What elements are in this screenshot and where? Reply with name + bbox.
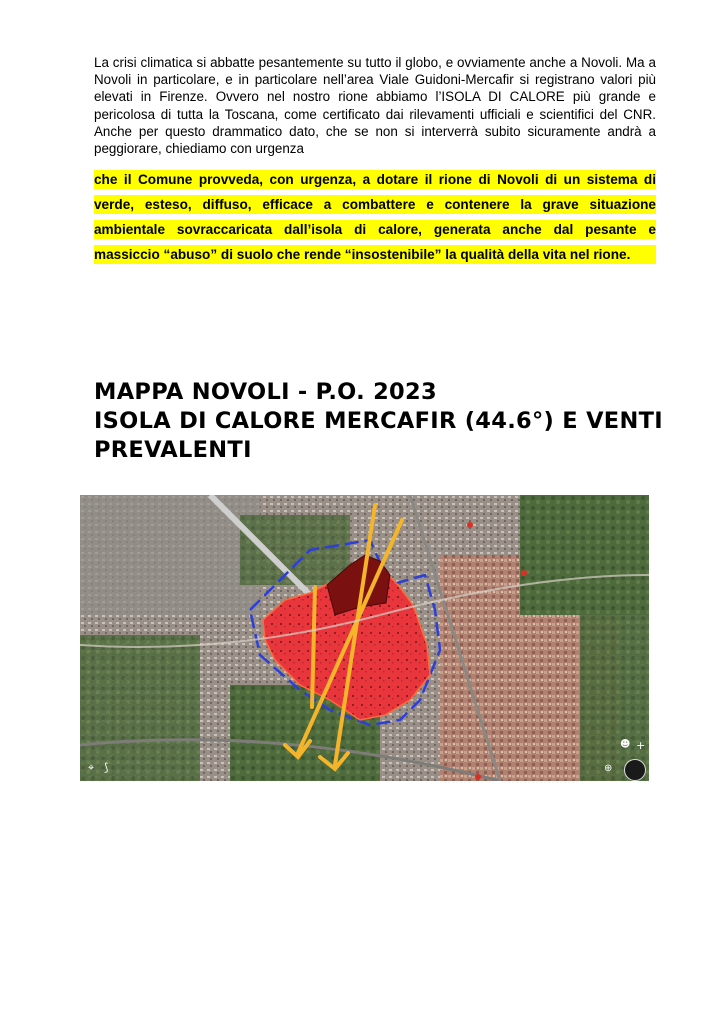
request-paragraph <box>94 170 656 270</box>
request-line: verde, esteso, diffuso, efficace a combattere e contenere la grave situazione <box>94 197 656 212</box>
heading-line: ISOLA DI CALORE MERCAFIR (44.6°) E VENTI <box>94 408 663 434</box>
map-heading <box>94 378 694 465</box>
ruler-icon[interactable]: ⟆ <box>104 761 109 774</box>
green-hills <box>520 495 649 615</box>
intro-line: La crisi climatica si abbatte pesantemente su tutto il globo, e ovviamente anche a Novoli. <box>94 55 623 70</box>
compass-icon[interactable]: ⊕ <box>604 763 613 774</box>
satellite-map[interactable] <box>80 495 649 781</box>
map-marker[interactable] <box>521 570 527 576</box>
map-canvas <box>80 495 649 781</box>
intro-line: valori più elevati in Firenze. Ovvero nel nostro rione abbiamo l’ISOLA DI CALORE più <box>94 72 656 105</box>
intro-line: del CNR. Anche per questo drammatico dato, che se non si interverrà subito sicuramente <box>94 106 656 139</box>
request-line: che il Comune provveda, con urgenza, a dotare il rione di Novoli di un sistema di <box>94 172 656 187</box>
person-icon[interactable]: ☻ <box>620 739 631 750</box>
zoom-in-icon[interactable]: + <box>636 739 646 752</box>
map-marker[interactable] <box>467 522 473 528</box>
request-line: massiccio “abuso” di suolo che rende “insostenibile” la qualità della vita nel rione. <box>94 245 656 264</box>
intro-line: grande e pericolosa di tutta la Toscana, come certificato dai rilevamenti ufficiali e scientifici <box>94 89 656 122</box>
green-hills <box>580 615 649 781</box>
heading-line: PREVALENTI <box>94 437 252 463</box>
request-line: ambientale sovraccaricata dall’isola di calore, generata anche dal pesante e <box>94 222 656 237</box>
intro-line: Ma a Novoli in particolare, e in particolare nell’area Viale Guidoni-Mercafir si registrano <box>94 55 656 88</box>
heading-line: MAPPA NOVOLI - P.O. 2023 <box>94 379 437 405</box>
intro-line: andrà a peggiorare, chiediamo con urgenza <box>94 123 656 157</box>
intro-paragraph <box>94 54 656 157</box>
green-area <box>240 515 350 585</box>
globe-icon[interactable] <box>624 759 646 781</box>
map-marker[interactable] <box>475 774 481 780</box>
location-pin-icon[interactable]: ⌖ <box>88 761 95 774</box>
green-area <box>80 635 200 781</box>
